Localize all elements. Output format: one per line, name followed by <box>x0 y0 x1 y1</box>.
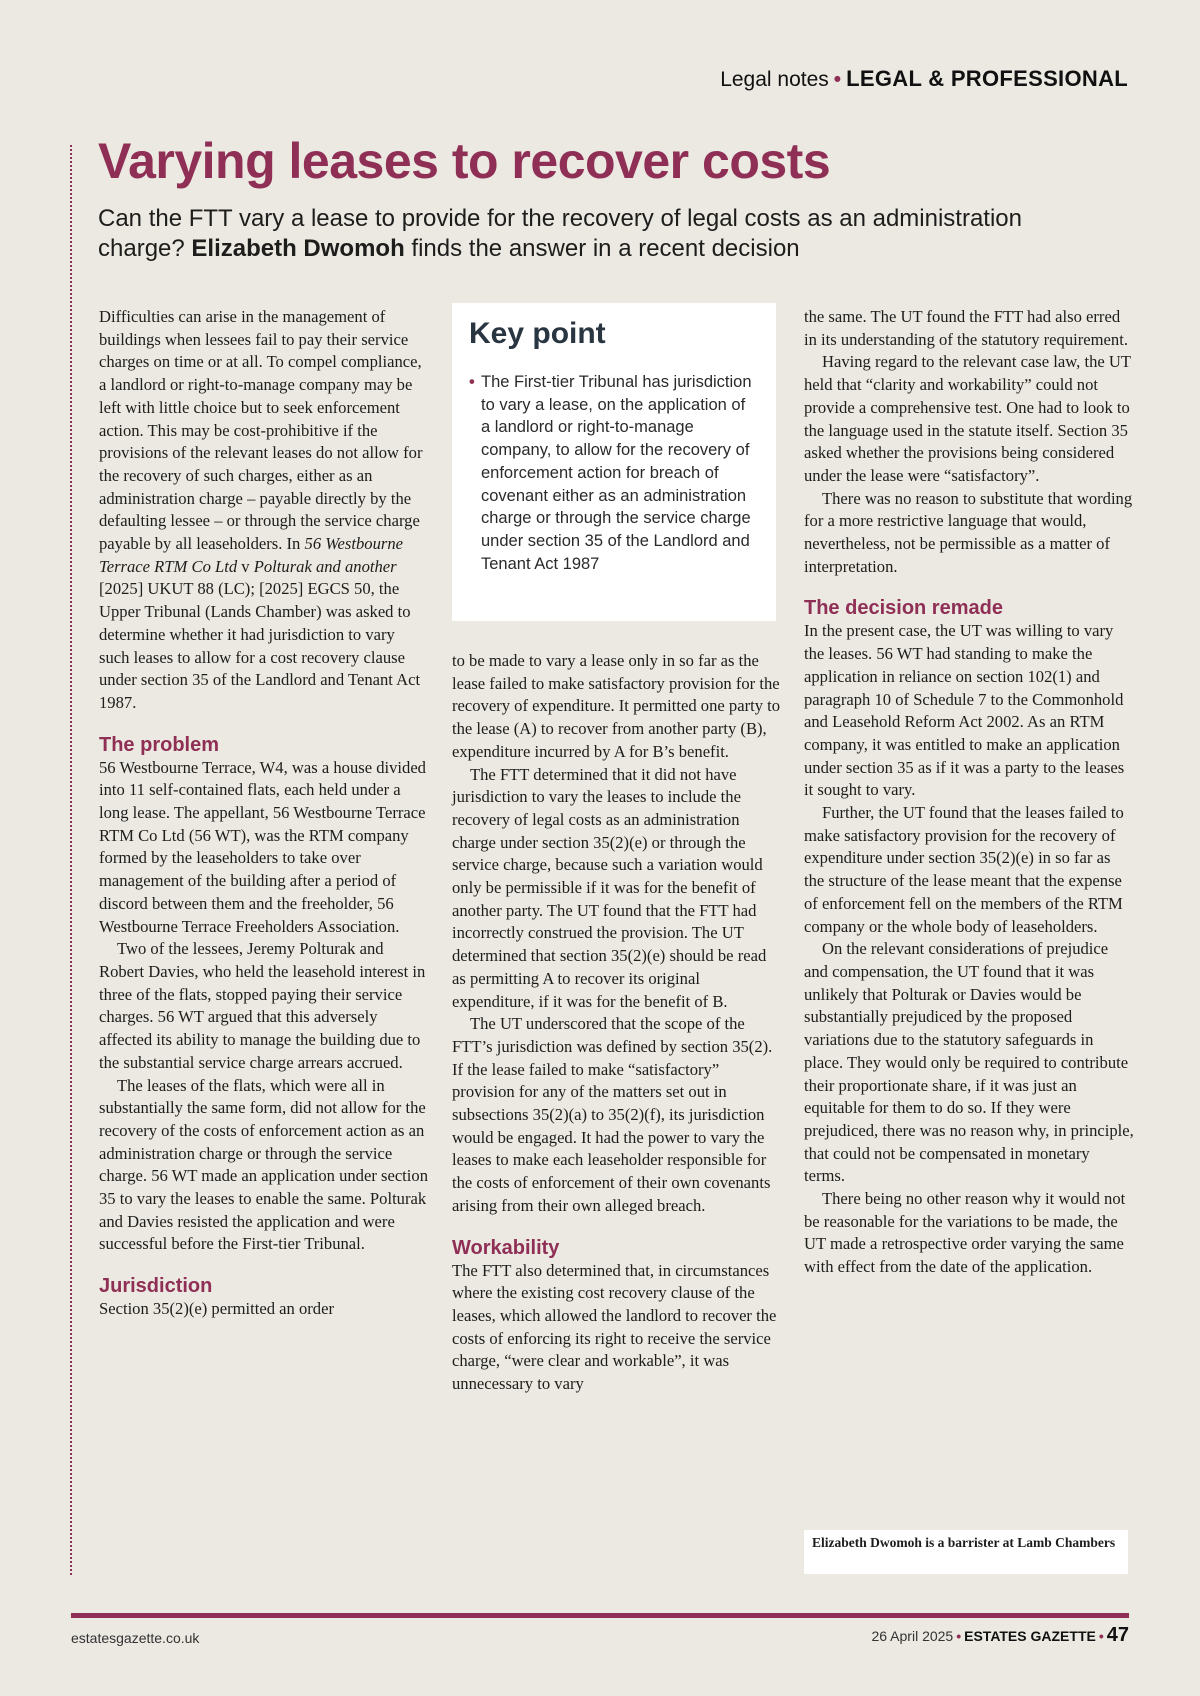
separator-dot: • <box>956 1628 962 1644</box>
paragraph: On the relevant considerations of prejudice and compensation, the UT found that it was unlikely that Polturak or Davies would be substantially prejudiced by the proposed variations due to the statutory safeguards in place. They would only be required to contribute their proportionate share, if it was just an equitable for them to do so. If they were prejudiced, there was no reason why, in principle, that could not be compensated in monetary terms. <box>804 939 1134 1186</box>
running-head-label: Legal notes <box>720 68 829 91</box>
standfirst-text: Can the FTT vary a lease to provide for the recovery of legal costs as an administration charge? <box>98 205 1022 262</box>
left-dotted-rule <box>70 145 72 1575</box>
paragraph: There being no other reason why it would not be reasonable for the variations to be made, the UT made a retrospective order varying the same with effect from the date of the application. <box>804 1189 1126 1277</box>
paragraph <box>99 306 429 715</box>
paragraph: Two of the lessees, Jeremy Polturak and Robert Davies, who held the leasehold interest in three of the flats, stopped paying their service charges. 56 WT argued that this adversely affected its ability to manage the building due to the substantial service charge arrears accrued. <box>99 939 426 1072</box>
key-point-text: The First-tier Tribunal has jurisdiction to vary a lease, on the application of a landlord or right-to-manage company, to allow for the recovery of enforcement action for breach of covenant either as an administration charge or through the service charge under section 35 of the Landlord and Tenant Act 1987 <box>481 373 752 573</box>
footer-website: estatesgazette.co.uk <box>71 1630 200 1646</box>
subheading-workability: Workability <box>452 1236 560 1259</box>
text: Difficulties can arise in the management of buildings when lessees fail to pay their service charges on time or at all. To compel compliance, a landlord or right-to-manage company may be left with little choice but to seek enforcement action. This may be cost-prohibitive if the provisions of the relevant leases do not allow for the recovery of such charges, either as an administration charge – payable directly by the defaulting lessee – or through the service charge payable by all leaseholders. In <box>99 307 423 554</box>
subheading-decision-remade: The decision remade <box>804 597 1003 620</box>
case-name: Polturak and another <box>253 556 397 576</box>
separator-dot: • <box>1098 1628 1104 1644</box>
text: [2025] UKUT 88 (LC); [2025] EGCS 50, the Upper Tribunal (Lands Chamber) was asked to determine whether it had jurisdiction to vary such leases to allow for a cost recovery clause under section 35 of the Landlord and Tenant Act 1987. <box>99 579 421 712</box>
text: v <box>237 556 254 576</box>
column-3 <box>804 306 1134 1279</box>
key-point-heading: Key point <box>469 317 606 350</box>
section-name: LEGAL & PROFESSIONAL <box>846 66 1128 91</box>
paragraph: 56 Westbourne Terrace, W4, was a house divided into 11 self-contained flats, each held under a long lease. The appellant, 56 Westbourne Terrace RTM Co Ltd (56 WT), was the RTM company formed by the leaseholders to take over management of the building after a period of discord between them and the freeholder, 56 Westbourne Terrace Freeholders Association. <box>99 757 426 936</box>
standfirst <box>98 204 1108 264</box>
case-name: 56 Westbourne Terrace RTM Co Ltd <box>99 534 403 576</box>
paragraph: Section 35(2)(e) permitted an order <box>99 1299 334 1319</box>
issue-date: 26 April 2025 <box>871 1628 954 1644</box>
standfirst-text-end: finds the answer in a recent decision <box>404 235 800 262</box>
key-point-box <box>452 303 776 621</box>
column-2 <box>452 650 782 1396</box>
footer-folio <box>871 1624 1129 1647</box>
separator-dot: • <box>833 68 842 91</box>
paragraph: In the present case, the UT was willing to vary the leases. 56 WT had standing to make the application in reliance on section 102(1) and paragraph 10 of Schedule 7 to the Commonhold and Leasehold Reform Act 2002. As an RTM company, it was entitled to make an application under section 35 as if it was a party to the leases it sought to vary. <box>804 621 1125 800</box>
bullet-icon: • <box>469 373 475 391</box>
paragraph: The FTT also determined that, in circumstances where the existing cost recovery clause of the leases, which allowed the landlord to recover the costs of enforcing its right to receive the service charge, “were clear and workable”, it was unnecessary to vary <box>452 1260 777 1394</box>
column-1 <box>99 306 429 1321</box>
paragraph: Further, the UT found that the leases failed to make satisfactory provision for the recovery of expenditure under section 35(2)(e) in so far as the structure of the lease meant that the expense of enforcement fell on the members of the RTM company or the whole body of leaseholders. <box>804 803 1124 936</box>
paragraph: The leases of the flats, which were all in substantially the same form, did not allow for the recovery of the costs of enforcement action as an administration charge or through the service charge. 56 WT made an application under section 35 to vary the leases to enable the same. Polturak and Davies resisted the application and were successful before the First-tier Tribunal. <box>99 1075 428 1254</box>
subheading-the-problem: The problem <box>99 733 220 756</box>
paragraph: the same. The UT found the FTT had also erred in its understanding of the statutory requirement. <box>804 307 1128 349</box>
subheading-jurisdiction: Jurisdiction <box>99 1275 213 1298</box>
page-number: 47 <box>1106 1624 1129 1646</box>
paragraph: There was no reason to substitute that wording for a more restrictive language that would, nevertheless, not be permissible as a matter of interpretation. <box>804 488 1133 576</box>
paragraph: to be made to vary a lease only in so far as the lease failed to make satisfactory provision for the recovery of expenditure. It permitted one party to the lease (A) to recover from another party (B), expenditure incurred by A for B’s benefit. <box>452 651 781 761</box>
author-bio: Elizabeth Dwomoh is a barrister at Lamb Chambers <box>804 1530 1128 1574</box>
paragraph: The FTT determined that it did not have jurisdiction to vary the leases to include the recovery of legal costs as an administration charge under section 35(2)(e) or through the service charge, because such a variation would only be permissible if it was for the benefit of another party. The UT found that the FTT had incorrectly construed the provision. The UT determined that section 35(2)(e) should be read as permitting A to recover its original expenditure, if it was for the benefit of B. <box>452 764 767 1011</box>
paragraph: Having regard to the relevant case law, the UT held that “clarity and workability” could not provide a comprehensive test. One had to look to the language used in the statute itself. Section 35 asked whether the provisions being considered under the lease were “satisfactory”. <box>804 352 1131 485</box>
article-title: Varying leases to recover costs <box>98 133 831 189</box>
paragraph: The UT underscored that the scope of the FTT’s jurisdiction was defined by section 35(2). If the lease failed to make “satisfactory” provision for any of the matters set out in subsections 35(2)(a) to 35(2)(f), its jurisdiction would be engaged. It had the power to vary the leases to make each leaseholder responsible for the costs of enforcement of their own covenants arising from their own alleged breach. <box>452 1014 773 1215</box>
magazine-name: ESTATES GAZETTE <box>964 1628 1096 1644</box>
author-name: Elizabeth Dwomoh <box>191 235 405 262</box>
running-head <box>720 66 1128 92</box>
key-point-item <box>469 371 758 575</box>
footer-rule <box>71 1613 1129 1618</box>
